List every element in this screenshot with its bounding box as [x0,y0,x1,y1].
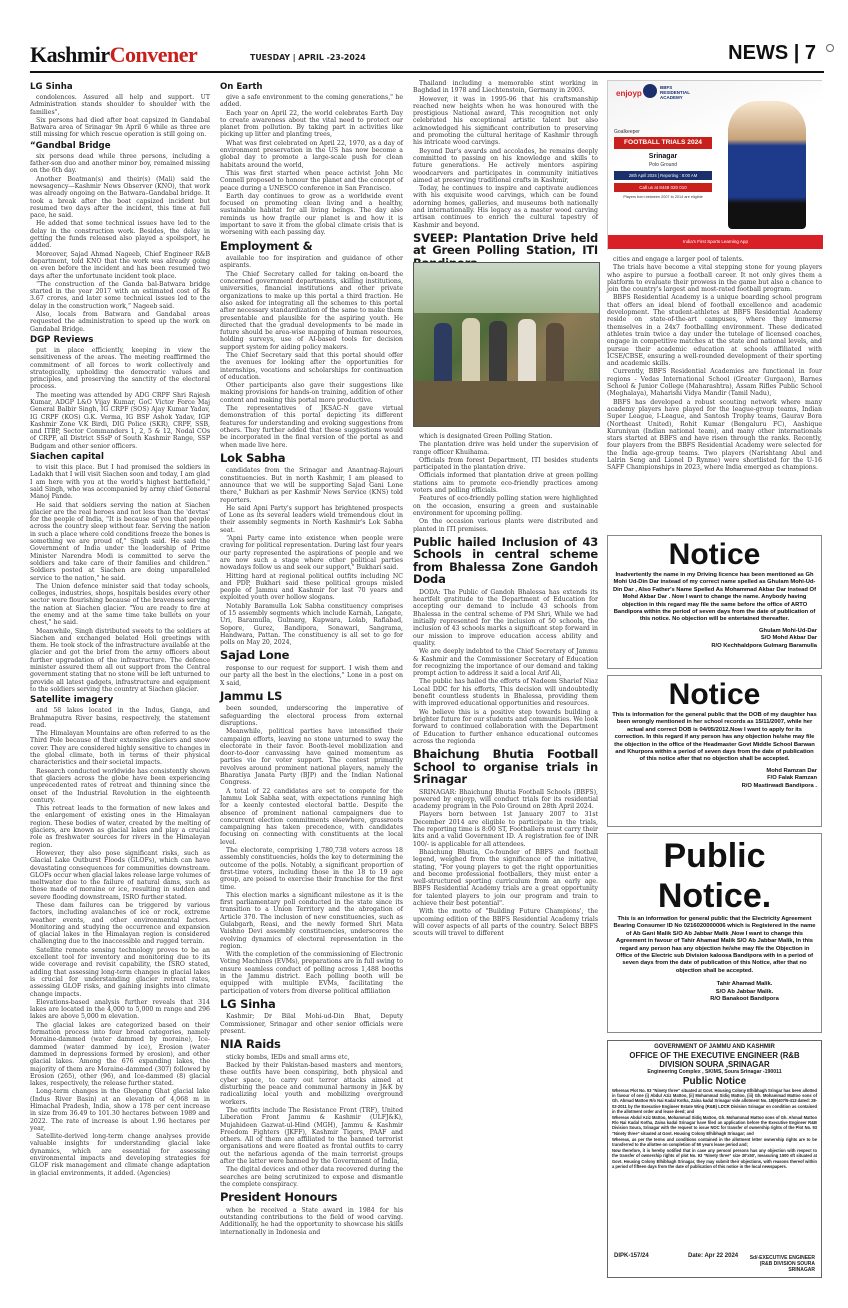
article-headline: DGP Reviews [30,334,94,345]
notice-title: Public Notice. [657,837,772,915]
article-headline: LG Sinha [220,996,276,1011]
article-paragraph: Features of eco-friendly polling station were highlighted on the occasion, ensuring a green and sustainable environment for upcoming polling. [413,495,598,517]
article-paragraph: condolences. Assured all help and support. UT Administration stands shoulder to shoulder with the families", [30,94,210,116]
article-paragraph: Long-term changes in the Ghepang Ghat glacial lake (Indus River Basin) at an elevation of 4,068 m in Himachal Pradesh, India, show a 178 per cent increase in size from 36.49 to 101.30 hectares between 1989 and 2022. The rate of increase is about 1.96 hectares per year, [30,1088,210,1132]
article-paragraph: Officials informed that plantation drive at green polling stations aim to promote eco-friendly practices among voters and polling officials. [413,472,598,495]
article-paragraph: The Union defence minister said that today schools, colleges, industries, shops, hospitals besides every other sector were flourishing because of the braveness serving the nation at Siachen glacier. "You are ready to fire at the enemy and at the same time take bullets on your chest," he said. [30,582,210,627]
article-paragraph: What was first celebrated on April 22, 1970, as a day of environment preservation in the US has now become a global day to promote a large-scale push for clean habitats around the world, [220,139,403,169]
article-headline: Siachen capital [30,452,104,463]
article-headline: Sajad Lone [220,648,290,663]
article-paragraph: Currently, BBFS Residential Academies are functional in four regions - Vedas International School (Greater Gurgaon), Barnes School & Junior College (Maharashtra), Assam Rifles Public School (Meghalaya), Maharishi Vidya Mandir (Tamil Nadu), [607,368,822,398]
article-paragraph: Beyond Dar's awards and accolades, he remains deeply committed to passing on his knowledge and skills to future generations. He actively mentors aspiring woodcarvers and participates in community initiatives aimed at preserving traditional crafts in Kashmir, [413,147,598,184]
article-paragraph: cities and engage a larger pool of talents. [613,256,744,263]
public-notice-electricity [607,833,822,1033]
notice-signature: Ghulam Mohi-Ud-Dar S/O Mohd Akbar Dar R/O Kechhaldpora Gulmarg Baramulla [711,627,817,649]
column-3-top [413,80,598,260]
article-paragraph: SRINAGAR: Bhaichung Bhutia Football Schools (BBFS), powered by enjoyp, will conduct trials for its residential academy program in the Polo Ground on 28th April 2024. [413,788,598,811]
article-paragraph: These dam failures can be triggered by various factors, including avalanches of ice or rock, extreme weather events, and other environmental factors. Monitoring and studying the occurrence and expansion of glacial lakes in the Himalayan region is considered challenging due to the inaccessible and rugged terrain. [30,901,210,946]
plantation-drive-photo [413,262,600,427]
page-section: NEWS | 7 [728,42,816,64]
article-paragraph: Backed by their Pakistan-based masters and mentors, these outfits have been conspiring, both physical and cyber space, to carry out terror attacks aimed at disturbing the peace and communal harmony in J&K by radicalizing local youth and mobilizing overground workers. [220,1062,403,1106]
notice-driving-licence [607,535,822,669]
article-paragraph: He said that soldiers serving the nation at Siachen glacier are the real heroes and not less than the 'devtas' for the people of India, "It is because of you that people across the country sleep without fear. Serving the nation in such a place where cold conditions freeze the bones is something we are proud of," Singh said. He said the Government of India under the leadership of Prime Minister Narendra Modi is committed to serve the soldiers and take care of their families and children." Soldiers posted at Siachen are doing unparalleled service to the nation," he said. [30,501,210,582]
article-paragraph: Notably Baramulla Lok Sabha constituency comprises of 15 assembly segments which include Karnah, Langate, Uri, Baramulla, Gulmarg, Kupwara, Lolab, Rafiabad, Sopore, Gurez, Bandipora, Sonawari, Sangrama, Handwara, Pattan. The constituency is all set to go for polls on May 20, 2024, [220,602,403,647]
article-paragraph: response to our request for support. I wish them and our party all the best in the elections," Lone in a post on X said, [220,664,403,687]
article-headline: President Honours [220,1190,338,1205]
article-headline: On Earth [220,82,263,92]
article-paragraph: This retreat leads to the formation of new lakes and the enlargement of existing ones in the Himalayan region. These bodies of water, created by the melting of glaciers, are known as glacial lakes and play a crucial role as freshwater sources for rivers in the Himalayan region. [30,805,210,849]
article-paragraph: Meanwhile, Singh distributed sweets to the soldiers at Siachen and exchanged belated Holi greetings with them. He took stock of the infrastructure available at the glacier and got the brief from the army officers about further upgradation of the infrastructure. The defence minister assured them all out support from the Central government stating that no stone will be left unturned to provide all latest gadgets, infrastructure and equipment to the soldiers serving the country at Siachen glacier. [30,627,210,693]
notice-body: This is an information for general public that the Electricity Agreement Bearing Consumer ID No 0216020000006 which is Registered in the name of Ab Gani Malik S/O Ab Jabbar Malik ,Now I want to change this Agreement in favour of Tahir Ahamad Malik S/O Ab Jabbar Malik, In this regard any person has any objection he/she may file the Objection in Office of the Electric sub Division kaloosa Bandipora with in a period of seven days from the date of publication of this Notice, after that no objection shall be accepted. [613,916,816,974]
article-paragraph: BBFS has developed a robust scouting network where many academy players have played for the league-group teams, Indian Super League, I-League, and Santosh Trophy teams, Gaurav Bora (Northeast United), Rohit Kumar (Bengaluru FC), Aashique Kuruniyan (Indian national team), and many other internationals stars started at BBFS and have risen through the ranks. Recently, four players from the BBFS Residential Academy were selected for the India age-group teams. Two players (Narishtang Abul and Lalrin Seng and Lionel D Rynme) were shortlisted for the U-16 SAFF Championships in 2023, where India emerged as champions. [607,398,822,472]
article-paragraph: when he received a State award in 1984 for his outstanding contributions to the field of wood carving. Additionally, he had the opportunity to showcase his skills internationally in Indonesia and [220,1206,403,1236]
article-paragraph: Another Boatman(s) and their(s) (Mali) said the newsagency—Kashmir News Observer (KNO), that work was already ongoing on the Batwara–Gandabal bridge. It took a break after the boat capsized incident but resumed two days after the incident, this time at full pace, he said. [30,175,210,220]
article-paragraph: He said Apni Party's support has brightened prospects of Lone as its several leaders wield tremendous clout in their assembly segments in North Kashmir's Lok Sabha seat. [220,504,403,534]
article-paragraph: Earth day continues to grow as a worldwide event focused on promoting clean living and a healthy, sustainable habitat for all living beings. The day also reminds us how fragile our planet is and how it is important to save it from the global climate crisis that is worsening with each passing day. [220,192,403,237]
article-paragraph: Satellite-derived long-term change analyses provide valuable insights for understanding glacial lake dynamics, which are essential for assessing environmental impacts and developing strategies for GLOF risk management and climate change adaptation in glacial environments, it added. (Agencies) [30,1133,210,1177]
article-paragraph: six persons dead while three persons, including a father-son duo and another minor boy, remained missing on the 6th day. [30,152,210,175]
article-paragraph: Kashmir; Dr Bilal Mohi-ud-Din Bhat, Deputy Commissioner, Srinagar and other senior officials were present. [220,1013,403,1036]
article-paragraph: BBFS Residential Academy is a unique boarding school program that offers an ideal blend of football excellence and academic development. The student-athletes at BBFS Residential Academy reside on state-of-the-art campuses, where they immerse themselves in a 24x7 footballing environment. These dedicated athletes train twice a day under the tutelage of licensed coaches, engage in competitive matches at the state and national levels, and pursue their academic education at schools affiliated with ICSE/CBSE, ensuring a well-rounded development of their sporting and academic skills. [607,294,822,368]
article-paragraph: Thailand including a memorable stint working in Baghdad in 1978 and Liechtenstein, Germany in 2003. [413,80,598,95]
column-3-bottom [413,433,598,1303]
notice-title: Notice [668,538,761,571]
article-paragraph: to visit this place. But I had promised the soldiers in Ladakh that I will visit Siachen soon and today, I am glad I am here with you at the world's highest battlefield," said Singh, who was accompanied by army chief General Manoj Pande. [30,464,210,501]
article-paragraph: Research conducted worldwide has consistently shown that glaciers across the globe have been experiencing unprecedented rates of retreat and thinning since the onset of the Industrial Revolution in the eighteenth century. [30,767,210,804]
registered-mark-icon [826,44,834,52]
article-paragraph: Other participants also gave their suggestions like making provisions for hands-on training, addition of other content and making this portal more productive. [220,382,403,404]
article-paragraph: The Himalayan Mountains are often referred to as the Third Pole because of their extensive glaciers and snow cover. They are considered highly sensitive to changes in the global climate, both in terms of their physical characteristics and their societal impacts. [30,730,210,767]
article-paragraph: With the motto of "Building Future Champions', the upcoming edition of the BBFS Residential Academy trials will cover aspects of all parts of the country. Select BBFS scouts will travel to different [413,908,598,938]
article-paragraph: Each year on April 22, the world celebrates Earth Day to create awareness about the vital need to protect our planet from pollution. By taking part in activities like picking up litter and planting trees, [220,109,403,139]
article-paragraph: The representatives of JKSAC-N gave virtual demonstration of this portal depicting its different features for understanding and evoking suggestions from others. They further added that these suggestions would be incorporated in the final version of the portal as and when made live here. [220,405,403,449]
column-4 [607,256,822,528]
article-paragraph: been sounded, underscoring the imperative of safeguarding the electoral process from external disruptions. [220,705,403,727]
article-headline: Public hailed Inclusion of 43 Schools in central scheme from Bhalessa Zone Gandoh Doda [413,534,598,587]
column-1 [30,80,210,1300]
article-paragraph: The Chief Secretary called for taking on-board the concerned government departments, skilling institutions, universities, financial institutions and other private organizations to make up this portal a third fraction. He also asked for integrating all the schemes to this portal after necessary standardization of the same to make them presentable and plausible for the aspiring youth. He directed that the gradual developments to be made in future should be area-wise mapping of human resources, holding surveys, use of AI-based tools for decision support system for aiding policy makers. [220,270,403,351]
newspaper-logo: KashmirConvener [30,42,198,67]
notice-body: Inadvertently the name in my Driving licence has been mentioned as Gh Mohi Ud-Din Dar instead of my correct name spelled as Ghulam Mohi-Ud-Din Dar , Also Father's Name Spelled As Mohammad Akbar Dar instead Of Mohd Akbar Dar . Now I want to change the name. Anybody having objection in this regard may file the same before the office of ARTO Bandipora within the period of seven days from the date of publication of this notice. No objection will be entertained thereafter. [612,572,817,623]
article-headline: Lok Sabha [220,450,286,465]
article-headline: SVEEP: Plantation Drive held at Green Polling Station, ITI [413,230,598,258]
article-paragraph: “The construction of the Ganda bal-Batwara bridge started in the year 2017 with an estimated cost of Rs 3.67 crores, and later some technical issues led to the delay in the construction work,” Nageeb said. [30,280,210,310]
article-paragraph: sticky bombs, IEDs and small arms etc, [226,1053,350,1061]
goalkeeper-figure [728,101,806,229]
academy-logo-icon [643,84,657,98]
notice-title: Notice [668,678,761,711]
article-paragraph: However, they also pose significant risks, such as Glacial Lake Outburst Floods (GLOFs), which can have devastating consequences for communities downstream. GLOFs occur when glacial lakes release large volumes of meltwater due to the failure of natural dams, such as those made of moraine or ice, resulting in sudden and severe flooding downstream, ISRO further stated. [30,849,210,901]
article-paragraph: On the occasion various plants were distributed and planted in ITI premises. [413,518,598,533]
notice-date-of-birth [607,675,822,827]
masthead [30,42,824,70]
article-paragraph: This was first started when peace activist John Mc Connell proposed to honour the planet and the concept of peace during a UNESCO conference in San Francisco. [220,169,403,192]
notice-signature: Tahir Ahamad Malik. S/O Ab Jabbar Malik. R/O Banakoot Bandipora [710,981,779,1003]
article-paragraph: Players born between 1st January 2007 to 31st December 2014 are eligible to participate in the trials, The reporting time is 8:00 ST, Footballers must carry their kits and a valid Government ID. A registration fee of INR 100/- is applicable for all attendees. [413,811,598,848]
article-paragraph: put in place efficiently, keeping in view the sensitiveness of the areas. The meeting reaffirmed the commitment of all forces to work collectively and strategically, upholding the democratic values and principles, and preserving the sanctity of the electoral process. [30,346,210,391]
article-paragraph: Hitting hard at regional political outfits including NC and PDP, Bukhari said these political groups misled people of Jammu and Kashmir for last 70 years and exploited youth over hollow slogans. [220,572,403,602]
article-paragraph: The public has hailed the efforts of Nadeem Sharief Niaz Local DDC for his efforts, This decision will undoubtedly benefit countless students in Bhalessa, providing them with improved educational opportunities and resources. [413,678,598,708]
article-headline: Satellite imagery [30,695,114,706]
article-paragraph: Satellite remote sensing technology proves to be an excellent tool for inventory and monitoring due to its wide coverage and revisit capability, the ISRO stated, adding that assessing long-term changes in glacial lakes is crucial for understanding glacier retreat rates, assessing GLOF risks, and gaining insights into climate change impacts. [30,946,210,998]
column-2 [220,80,403,1300]
article-headline: Jammu LS [220,688,283,703]
article-paragraph: The digital devices and other data recovered during the searches are being scrutinized to expose and dismantle the complete conspiracy. [220,1166,403,1188]
article-paragraph: Today, he continues to inspire and captivate audiences with his exquisite wood carvings, which can be found adorning homes, galleries, and museums both nationally and internationally. His legacy as a master wood carving artisan continues to enrich the cultural tapestry of Kashmir and beyond. [413,185,598,229]
article-headline: Bhaichung Bhutia Football School to organise trials in Srinagar [413,747,598,787]
article-paragraph: The electorate, comprising 1,780,738 voters across 18 assembly constituencies, holds the key to determining the outcome of the polls. Notably, a significant proportion of first-time voters, including those in the 18 to 19 age group, are poised to exercise their franchise for the first time. [220,847,403,891]
article-paragraph: Moreover, Sajad Ahmad Nageeb, Chief Engineer R&B department, told KNO that the work was already going on even before the incident and has been resumed two days after the unfortunate incident took place. [30,250,210,280]
poster-title: FOOTBALL TRIALS 2024 [614,137,712,149]
article-paragraph: This election marks a significant milestone as it is the first parliamentary poll conducted in the state since its transition to a Union Territory and the abrogation of Article 370. The inclusion of new constituencies, such as Gulabgarh, Reasi, and the newly formed Shri Mata Vaishno Devi assembly constituencies, underscores the evolving dynamics of electoral representation in the region. [220,891,403,950]
article-paragraph: The meeting was attended by ADG CRPF Shri Rajesh Kumar, ADGP L&O Vijay Kumar, GoC Victor Force Maj General Balbir Singh, IG CRPF (SOS) Ajay Kumar Yadav, IG CRPF (KOS) G.K. Verma, IG BSF Ashok Yadav, IGP Kashmir Zone V.K Birdi, DIG Police (SKR), CRPF, SSB, and ITBP, Sector Commanders 1, 2, 5 & 12, Nodal COs of CRPF, all District SSsP of South Kashmir Range, SSP Budgam and other senior officers. [30,391,210,450]
article-paragraph: Meanwhile, political parties have intensified their campaign efforts, leaving no stone unturned to sway the electorate in their favor. Booth-level mobilization and door-to-door canvassing have gained momentum as parties vie for voter support. The contest primarily revolves around prominent national players, namely the Bharatiya Janata Party (BJP) and the Indian National Congress. [220,728,403,787]
article-headline: LG Sinha [30,82,73,92]
article-paragraph: However, it was in 1995-96 that his craftsmanship reached new heights when he was honoured with the prestigious National award, This recognition not only celebrated his exceptional artistic talent but also acknowledged his significant contribution to preserving and promoting the cultural heritage of Kashmir through his intricate wood carvings. [413,95,598,147]
article-paragraph: The outfits include The Resistance Front (TRF), United Liberation Front Jammu & Kashmir (ULFJ&K), Mujahideen Gazwat-ul-Hind (MGH), Jammu & Kashmir Freedom Fighters (JKFF), Kashmir Tigers, PAAF and others. All of them are affiliated to the banned terrorist organisations and were floated as frontal outfits to carry out the nefarious agenda of the main terrorist groups after the latter were banned by the Government of India, [220,1106,403,1165]
article-paragraph: Officials from forest Department, ITI besides students participated in the plantation drive. [413,456,598,472]
article-paragraph: The Chief Secretary said that this portal should offer the avenues for looking after the opportunities for internships, vocations and scholarships for continuation of education. [220,352,403,381]
article-paragraph: With the completion of the commissioning of Electronic Voting Machines (EVMs), preparations are in full swing to ensure seamless conduct of polling across 1,488 booths in the Jammu district. Each polling booth will be equipped with multiple EVMs, facilitating the participation of voters from diverse political affiliation [220,951,403,995]
article-paragraph: which is designated Green Polling Station. [419,433,553,440]
article-paragraph: Elevations-based analysis further reveals that 314 lakes are located in the 4,000 to 5,000 m range and 296 lakes are above 5,000 m elevation. [30,998,210,1021]
article-headline: NIA Raids [220,1037,281,1052]
article-paragraph: “Apni Party came into existence when people were craving for political representation. During last four years our party represented the aspirations of people and we are now such a stage where other political parties nowadays follow us and seek our support," Bukhari said. [220,535,403,572]
article-paragraph: Six persons had died after boat capsized in Gandabal Batwara area of Srinagar 9n April 6 while as three are still missing for which rescue operation is still going on. [30,116,210,139]
article-paragraph: Bhaichung Bhutia, Co-founder of BBFS and football legend, weighed from the significance of the initiative, stating, "For young players to get the right opportunities and become professional footballers, they must enter a well-structured sporting curriculum from an early age. BBFS Residential Academy trials are a great opportunity for talented players to join our program and train to achieve their best potential". [413,848,598,908]
masthead-rule [30,71,824,73]
article-paragraph: available too for inspiration and guidance of other aspirants. [220,255,403,270]
article-paragraph: We are deeply indebted to the Chief Secretary of Jammu & Kashmir and the Commissioner Secretary of Education for recognizing the importance of our demand and taking prompt action to address it said a local Arif Ali, [413,648,598,678]
article-paragraph: candidates from the Srinagar and Anantnag-Rajouri constituencies. But in north Kashmir, I am pleased to announce that we will be supporting Sajad Gani Lone there," Bukhari as per Kashmir News Service (KNS) told reporters. [220,467,403,504]
issue-date: TUESDAY | APRIL -23-2024 [250,53,366,62]
notice-body: This is information for the general public that the DOB of my daughter has been wrongly mentioned in her school records as 15/11/2007, while her actual and correct DOB is 04/05/2012.Now I want to apply for its correction. In this regard if any person has any objection he/she may file the objection in the office of the Headmaster Govt Middle School Barwan and Khurpora within a period of seven days from the date of publication of this notice after that no objection shall be accepted. [612,712,817,763]
govt-public-notice: GOVERNMENT OF JAMMU AND KASHMIR OFFICE OF THE EXECUTIVE ENGINEER (R&B DIVISION SOURA ,SRINAGAR Engineering Complex , SKIMS, Soura Srinagar -190011 Public Notice Whereas Plot No. 93 "Ninety three" situated at Govt. Housing Colony Elhibhagh Sringar has been allotted in favour of one (i) Abdul Aziz Mattoo, (ii) Mohammad Sidiq Mattoo, (iii) Gh. Mohammad Mattoo sons of Gh. Ahmad Mattoo R/o Nai Kadal Kotha, Zaina kadal Srinagar vide allotment No. 18(9)407/5-413 dated: 28-02-2011 by the Executive Engineer Estate Wing (R&B) LDCR Division Srinagar on condition as contained in the allotment order and lease deed; and Whereas Abdul Aziz Mattoo, Mohammad Sidiq Mattoo, Gh. Mohammad Mattoo sons of Gh. Ahmad Mattoo R/o Nai Kadal Kotha, Zaina kadal Srinagar have filed an application before the Executive Engineer R&B Division Soura, Srinagar with the request to issue NOC for transfer of ownership rights of the Plot No. 93 "Ninety three" situated at Govt. Housing Colony Elhibhagh Srinagar; and Whereas, as per the terms and conditions contained in the allotment letter ownership rights are to be transferred to the allottee on completion of 50 years lease period and; Now therefore, it is hereby notified that in case any person/ persons has any objection with respect to the transfer of ownership rights of plot No. 93 "Ninety three" size 30'x50', measuring 1500 sft situated at Govt. Housing Colony Elhibhagh Srinagar, they may submit their objections, with reasons thereof within a period of fifteen days from the date of publication of this notice in the local newspapers. DIPK-157/24 Date: Apr 22 2024 Sd/-EXECUTIVE ENGINEER (R&B DIVISION SOURA SRINAGAR [607,1040,822,1278]
football-trials-ad: enjoyp BBFS RESIDENTIAL ACADEMY Goalkeeper FOOTBALL TRIALS 2024 Srinagar Polo Ground 28th April 2024 | Reporting : 8:00 AM Call us at 8448 020 010 Players born between 2007 to 2014 are eligible India's First Sports Learning App [607,80,822,250]
article-headline: Employment & [220,238,313,253]
article-headline: “Gandbal Bridge [30,140,111,151]
article-paragraph: We believe this is a positive step towards building a brighter future for our students and communities. We look forward to continued collaboration with the Department of Education to further enhance educational outcomes across the regionda [413,708,598,745]
article-paragraph: The plantation drive was held under the supervision of range officer Khuihama. [413,441,598,456]
article-paragraph: The glacial lakes are categorized based on their formation process into four broad categories, namely Moraine-dammed (water dammed by moraine), Ice-dammed (water dammed by ice), Erosion (water dammed in depressions formed by erosion), and other glacial lakes. Among the 676 expanding lakes, the majority of them are Moraine-dammed (307) followed by Erosion (265), other (96), and Ice-dammed (8) glacial lakes, respectively, the release further stated. [30,1021,210,1088]
article-paragraph: The trials have become a vital stepping stone for young players who aspire to pursue a football career. It not only gives them a platform to evaluate their prowess in the game but also a chance to join the country's largest and most-rated football program. [607,264,822,294]
article-paragraph: DODA: The Public of Gandoh Bhalessa has extends its heartfelt gratitude to the Department of Education for accepting our demand to include 43 schools from Bhalessa in the central scheme of PM Shri, While we had initially represented for the inclusion of 50 schools, the inclusion of 43 schools marks a significant step forward in our mission to improve education access ability and quality. [413,588,598,647]
article-paragraph: and 58 lakes located in the Indus, Ganga, and Brahmaputra River basins, respectively, the statement read. [30,707,210,729]
article-paragraph: He added that some technical issues have led to the delay in the construction work. Besides, the delay in getting the funds released also played a spoilsport, he added. [30,220,210,250]
article-paragraph: Also, locals from Batwara and Gandabal areas requested the administration to speed up the work on Gandabal Bridge. [30,311,210,333]
notice-signature: Mohd Ramzan Dar F/O Falak Ramzan R/O Mastirwadi Bandipora . [741,767,817,789]
article-paragraph: give a safe environment to the coming generations," he added. [220,94,403,109]
article-paragraph: A total of 22 candidates are set to compete for the Jammu Lok Sabha seat, with expectations running high for a keenly contested electoral battle. Despite the absence of prominent national campaigners due to concurrent election commitments elsewhere, grassroots campaigning has taken precedence, with candidates focusing on connecting with constituents at the local level. [220,787,403,846]
govt-signature: Sd/-EXECUTIVE ENGINEER (R&B DIVISION SOURA SRINAGAR [749,1255,815,1273]
